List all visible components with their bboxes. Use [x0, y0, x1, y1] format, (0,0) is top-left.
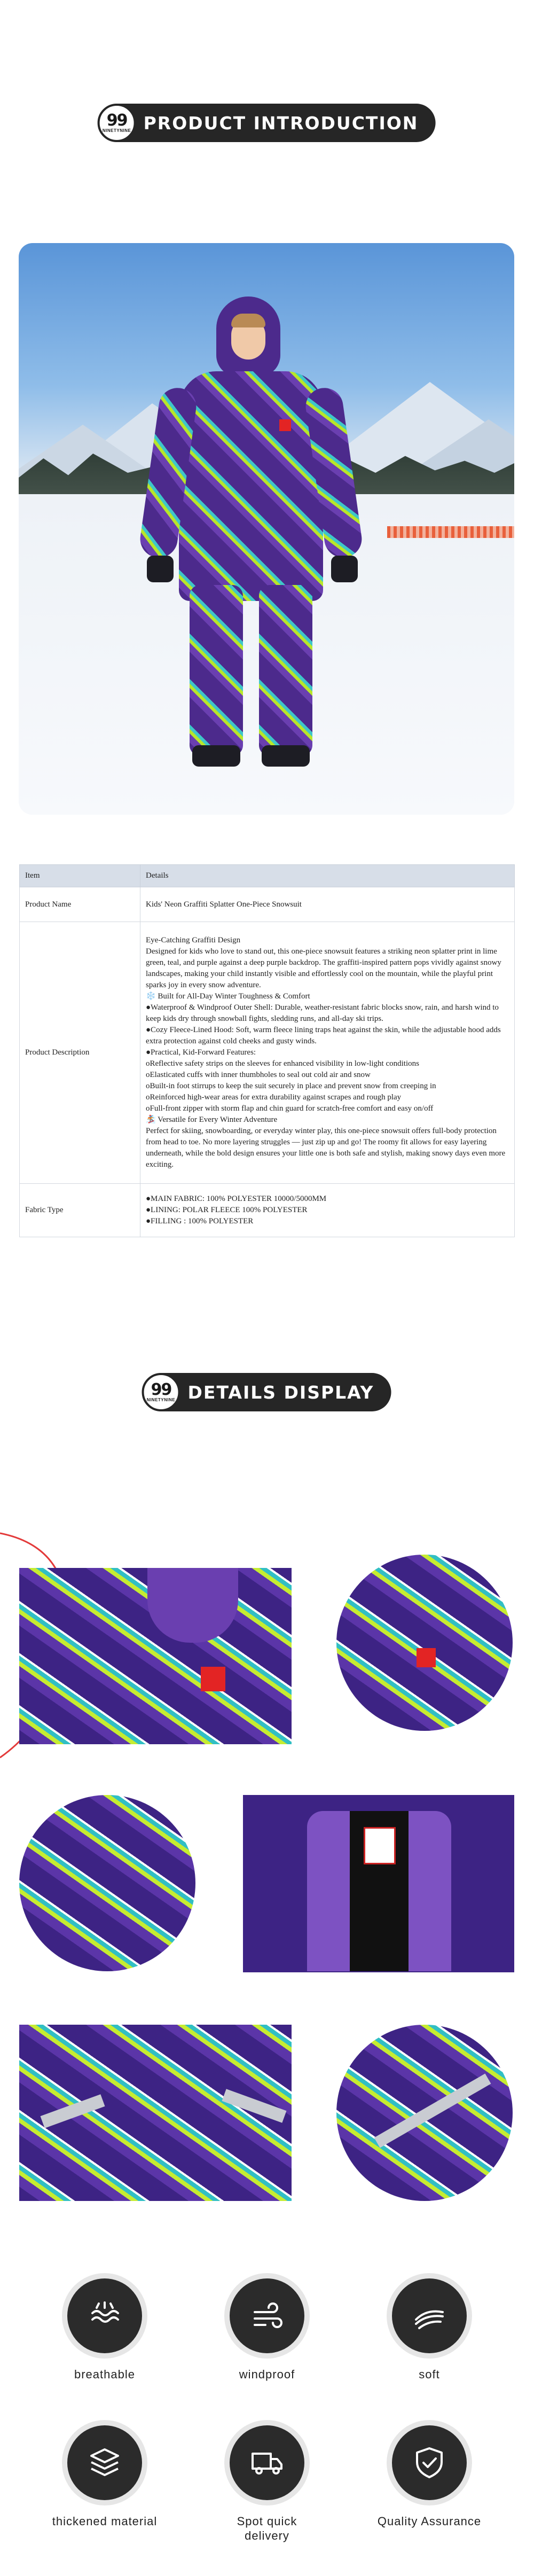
fabric-line: ●LINING: POLAR FLEECE 100% POLYESTER [146, 1206, 308, 1214]
section-header-product-introduction [99, 104, 436, 142]
header-details: Details [140, 865, 515, 887]
brand-logo: 99 NINETYNINE [142, 1373, 180, 1411]
feature-thickened-material: thickened material [51, 2425, 158, 2528]
section-title: DETAILS DISPLAY [187, 1381, 374, 1403]
description-line: 🏂 Versatile for Every Winter Adventure [146, 1115, 278, 1124]
table-row [20, 887, 515, 922]
feather-icon [392, 2278, 467, 2353]
waves-icon [67, 2278, 142, 2353]
wind-icon [230, 2278, 304, 2353]
row-label: Product Description [20, 922, 140, 1184]
description-line: oReinforced high-wear areas for extra durability against scrapes and rough play [146, 1093, 402, 1102]
description-line: ●Cozy Fleece-Lined Hood: Soft, warm fleece lining traps heat against the skin, while the adjustable hood adds extra protection against cold cheeks and gusty winds. [146, 1026, 501, 1045]
description-line: Perfect for skiing, snowboarding, or everyday winter play, this one-piece snowsuit offers full-body protection from head to toe. No more layering struggles — just zip up and go! The roomy fit allows for easy layering underneath, while the bold design ensures your little one is both safe and stylish, making snowy days even more exciting. [146, 1127, 506, 1169]
brand-logo: 99 NINETYNINE [98, 104, 136, 142]
product-description [140, 922, 515, 1184]
description-line: oElasticated cuffs with inner thumbholes to seal out cold air and snow [146, 1071, 371, 1079]
feature-windproof: windproof [214, 2278, 320, 2382]
fabric-line: ●MAIN FABRIC: 100% POLYESTER 10000/5000MM [146, 1195, 327, 1203]
table-row [20, 1184, 515, 1237]
description-line: oReflective safety strips on the sleeves for enhanced visibility in low-light conditions [146, 1059, 419, 1068]
description-line: oFull-front zipper with storm flap and chin guard for scratch-free comfort and easy on/off [146, 1104, 434, 1113]
section-header-details-display [143, 1373, 391, 1411]
description-line: ●Practical, Kid-Forward Features: [146, 1048, 256, 1057]
detail-photo-reflective-sleeve [19, 2025, 292, 2201]
description-line: oBuilt-in foot stirrups to keep the suit securely in place and prevent snow from creeping in [146, 1082, 436, 1090]
description-line: Designed for kids who love to stand out, this one-piece snowsuit features a striking neon splatter print in lime green, teal, and purple against a deep purple backdrop. The graffiti-inspired pattern pops vividly against snowy landscapes, making your child instantly visible and effortlessly cool on the mountain, while the playful print sparks joy in every snow adventure. [146, 947, 501, 989]
feature-soft: soft [376, 2278, 483, 2382]
detail-photo-print-circle [19, 1795, 195, 1971]
product-spec-table [19, 864, 515, 1237]
section-title: PRODUCT INTRODUCTION [143, 112, 419, 134]
description-line: Eye-Catching Graffiti Design [146, 936, 241, 944]
fabric-type [140, 1184, 515, 1237]
fabric-line: ●FILLING : 100% POLYESTER [146, 1217, 254, 1225]
description-line: ●Waterproof & Windproof Outer Shell: Durable, weather-resistant fabric blocks snow, rain, and harsh wind to keep kids dry through snowball fights, sledding runs, and all-day ski trips. [146, 1003, 499, 1023]
detail-photo-inner-lining [243, 1795, 514, 1972]
detail-photo-badge-circle [336, 1555, 513, 1731]
hero-product-photo [19, 243, 514, 815]
layers-icon [67, 2425, 142, 2500]
detail-photo-cuff-circle [336, 2025, 513, 2201]
header-item: Item [20, 865, 140, 887]
table-row [20, 922, 515, 1184]
feature-breathable: breathable [51, 2278, 158, 2382]
detail-photo-hood [19, 1568, 292, 1744]
description-line: ❄️ Built for All-Day Winter Toughness & Comfort [146, 992, 310, 1001]
truck-icon [230, 2425, 304, 2500]
feature-spot-quick-delivery: Spot quick delivery [214, 2425, 320, 2543]
product-name: Kids' Neon Graffiti Splatter One-Piece Snowsuit [140, 887, 515, 922]
row-label: Product Name [20, 887, 140, 922]
shield-check-icon [392, 2425, 467, 2500]
feature-quality-assurance: Quality Assurance [376, 2425, 483, 2528]
table-header-row [20, 865, 515, 887]
row-label: Fabric Type [20, 1184, 140, 1237]
